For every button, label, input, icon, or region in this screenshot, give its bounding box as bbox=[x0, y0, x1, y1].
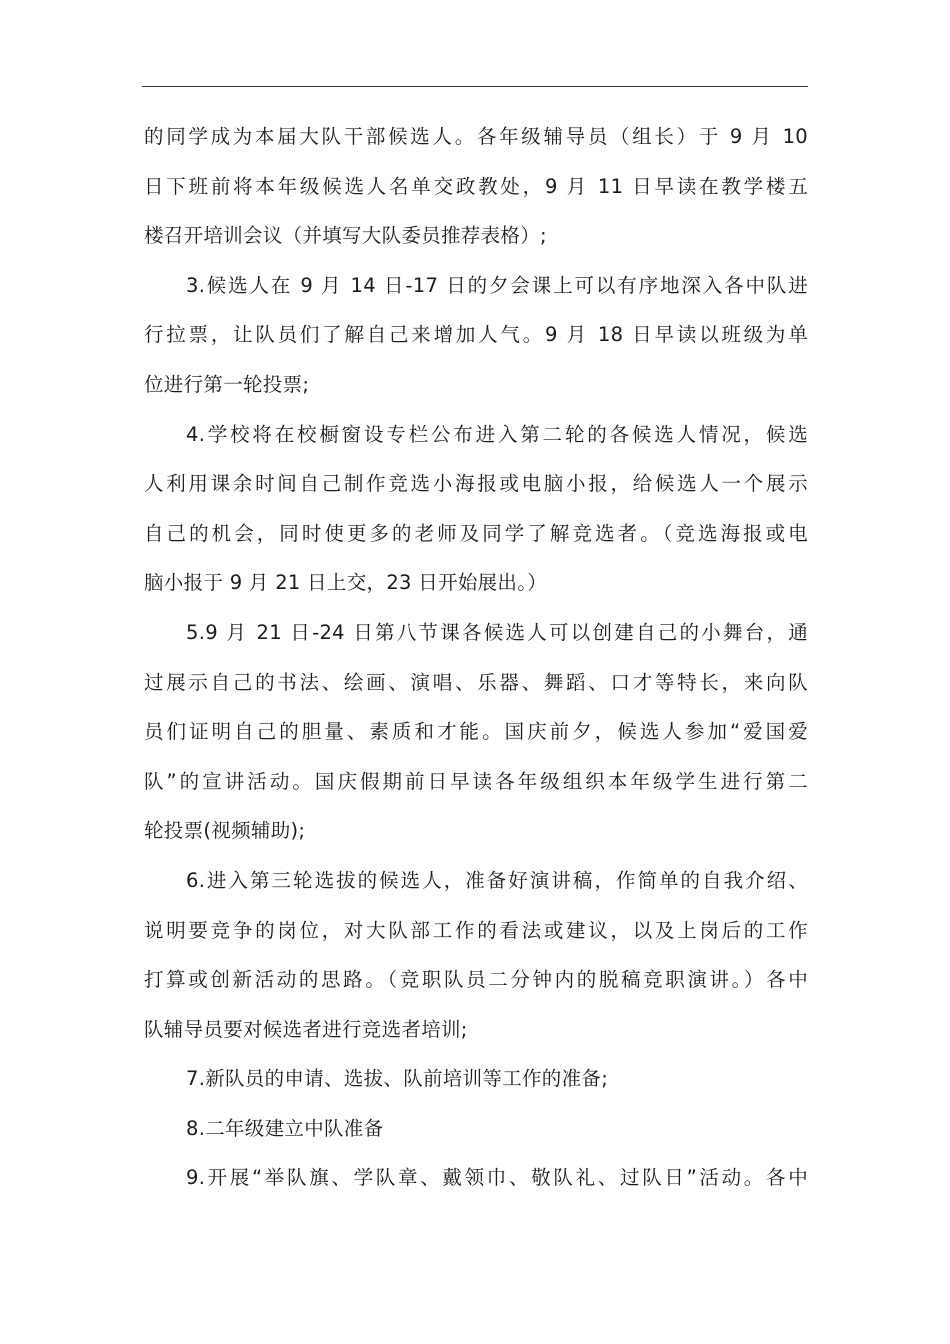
text-line: 员们证明自己的胆量、素质和才能。国庆前夕，候选人参加“爱国爱 bbox=[144, 720, 808, 744]
text-line: 说明要竞争的岗位，对大队部工作的看法或建议，以及上岗后的工作 bbox=[144, 918, 808, 942]
text-line: 的同学成为本届大队干部候选人。各年级辅导员（组长）于 9 月 10 bbox=[144, 125, 808, 148]
text-line: 7.新队员的申请、选拔、队前培训等工作的准备; bbox=[186, 1067, 609, 1091]
text-line: 队”的宣讲活动。国庆假期前日早读各年级组织本年级学生进行第二 bbox=[144, 769, 808, 793]
text-line: 打算或创新活动的思路。（竞职队员二分钟内的脱稿竞职演讲。）各中 bbox=[144, 968, 808, 992]
text-line: 过展示自己的书法、绘画、演唱、乐器、舞蹈、口才等特长，来向队 bbox=[144, 670, 808, 694]
text-line: 队辅导员要对候选者进行竞选者培训; bbox=[144, 1017, 468, 1041]
text-line: 楼召开培训会议（并填写大队委员推荐表格）; bbox=[144, 224, 547, 248]
text-line: 自己的机会，同时使更多的老师及同学了解竞选者。（竞选海报或电 bbox=[144, 521, 808, 545]
header-rule bbox=[142, 86, 808, 87]
text-line: 脑小报于 9 月 21 日上交，23 日开始展出。） bbox=[144, 571, 548, 595]
text-line: 6.进入第三轮选拔的候选人，准备好演讲稿，作简单的自我介绍、 bbox=[186, 868, 808, 892]
text-line: 行拉票，让队员们了解自己来增加人气。9 月 18 日早读以班级为单 bbox=[144, 323, 808, 347]
text-line: 轮投票(视频辅助); bbox=[144, 819, 306, 843]
text-line: 9.开展“举队旗、学队章、戴领巾、敬队礼、过队日”活动。各中 bbox=[186, 1166, 808, 1190]
document-body bbox=[144, 112, 808, 1203]
text-line: 人利用课余时间自己制作竞选小海报或电脑小报，给候选人一个展示 bbox=[144, 472, 808, 496]
text-line: 3.候选人在 9 月 14 日-17 日的夕会课上可以有序地深入各中队进 bbox=[186, 273, 808, 297]
text-line: 8.二年级建立中队准备 bbox=[186, 1116, 384, 1140]
text-line: 5.9 月 21 日-24 日第八节课各候选人可以创建自己的小舞台，通 bbox=[186, 620, 808, 644]
text-line: 位进行第一轮投票; bbox=[144, 372, 310, 396]
text-line: 4.学校将在校橱窗设专栏公布进入第二轮的各候选人情况，候选 bbox=[186, 422, 808, 446]
text-line: 日下班前将本年级候选人名单交政教处，9 月 11 日早读在教学楼五 bbox=[144, 174, 808, 198]
